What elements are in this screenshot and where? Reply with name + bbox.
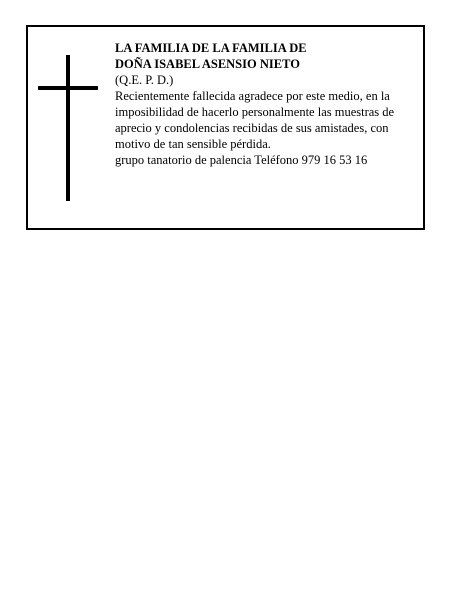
notice-body-line-3: aprecio y condolencias recibidas de sus amistades, con: [115, 121, 389, 135]
notice-body-line-2: imposibilidad de hacerlo personalmente las muestras de: [115, 105, 395, 119]
cross-vertical-bar: [66, 55, 70, 201]
notice-qepd: (Q.E. P. D.): [115, 73, 174, 87]
notice-body-line-4: motivo de tan sensible pérdida.: [115, 137, 271, 151]
notice-body-line-1: Recientemente fallecida agradece por este medio, en la: [115, 89, 390, 103]
notice-title-line-1: LA FAMILIA DE LA FAMILIA DE: [115, 41, 307, 55]
obituary-notice: [26, 25, 425, 230]
cross-horizontal-bar: [38, 86, 98, 90]
notice-contact: grupo tanatorio de palencia Teléfono 979 16 53 16: [115, 153, 368, 167]
notice-text: [115, 40, 421, 168]
notice-title-line-2: DOÑA ISABEL ASENSIO NIETO: [115, 57, 300, 71]
cross-icon: [38, 55, 98, 201]
